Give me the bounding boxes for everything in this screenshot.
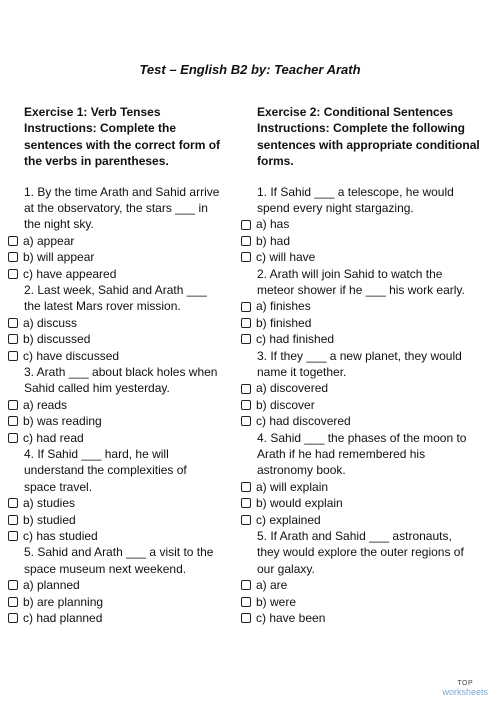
- question: [24, 544, 256, 577]
- checkbox[interactable]: [241, 384, 251, 394]
- option-label: a) discovered: [256, 381, 329, 396]
- answer-option[interactable]: [24, 233, 256, 249]
- checkbox[interactable]: [241, 482, 251, 492]
- checkbox[interactable]: [8, 269, 18, 279]
- question-line: 3. If they ___ a new planet, they would: [257, 348, 462, 363]
- question-line: at the observatory, the stars ___ in: [24, 201, 208, 216]
- answer-option[interactable]: [257, 610, 489, 626]
- answer-option[interactable]: [24, 594, 256, 610]
- checkbox[interactable]: [241, 498, 251, 508]
- logo-line-1: TOP: [457, 680, 474, 687]
- heading-line: forms.: [257, 154, 294, 169]
- checkbox[interactable]: [241, 597, 251, 607]
- worksheet-title: Test – English B2 by: Teacher Arath: [139, 62, 361, 77]
- option-label: c) had read: [23, 430, 84, 445]
- question-line: meteor shower if he ___ his work early.: [257, 283, 465, 298]
- checkbox[interactable]: [241, 236, 251, 246]
- checkbox[interactable]: [8, 613, 18, 623]
- answer-option[interactable]: [257, 298, 489, 314]
- answer-option[interactable]: [257, 413, 489, 429]
- exercise-heading: [24, 104, 256, 170]
- question-line: Arath if he had remembered his: [257, 446, 426, 461]
- option-label: b) are planning: [23, 594, 104, 609]
- question-line: they would explore the outer regions of: [257, 545, 464, 560]
- exercise-1: [24, 104, 256, 626]
- checkbox[interactable]: [8, 334, 18, 344]
- answer-option[interactable]: [257, 233, 489, 249]
- option-label: a) appear: [23, 233, 75, 248]
- question-line: our galaxy.: [257, 561, 315, 576]
- answer-option[interactable]: [24, 610, 256, 626]
- option-label: b) discover: [256, 397, 315, 412]
- answer-option[interactable]: [257, 512, 489, 528]
- heading-line: Exercise 1: Verb Tenses: [24, 105, 161, 119]
- question-line: astronomy book.: [257, 463, 346, 478]
- answer-option[interactable]: [24, 397, 256, 413]
- option-label: a) has: [256, 217, 290, 232]
- answer-option[interactable]: [257, 479, 489, 495]
- answer-option[interactable]: [24, 348, 256, 364]
- question: [24, 282, 256, 315]
- question-line: 4. Sahid ___ the phases of the moon to: [257, 430, 467, 445]
- answer-option[interactable]: [257, 577, 489, 593]
- question-line: name it together.: [257, 365, 347, 379]
- checkbox[interactable]: [241, 334, 251, 344]
- checkbox[interactable]: [241, 400, 251, 410]
- heading-line: Instructions: Complete the: [24, 121, 177, 136]
- option-label: b) discussed: [23, 332, 91, 347]
- checkbox[interactable]: [8, 531, 18, 541]
- answer-option[interactable]: [257, 594, 489, 610]
- answer-option[interactable]: [24, 266, 256, 282]
- checkbox[interactable]: [241, 515, 251, 525]
- answer-option[interactable]: [257, 315, 489, 331]
- answer-option[interactable]: [24, 315, 256, 331]
- topworksheets-logo: [442, 679, 488, 697]
- checkbox[interactable]: [241, 220, 251, 230]
- question: [257, 348, 489, 381]
- question-line: 5. If Arath and Sahid ___ astronauts,: [257, 528, 452, 543]
- question-line: spend every night stargazing.: [257, 201, 414, 216]
- answer-option[interactable]: [24, 512, 256, 528]
- option-label: a) will explain: [256, 479, 329, 494]
- checkbox[interactable]: [8, 597, 18, 607]
- option-label: a) are: [256, 578, 288, 593]
- question-line: 1. If Sahid ___ a telescope, he would: [257, 184, 454, 199]
- question-line: 3. Arath ___ about black holes when: [24, 365, 218, 379]
- question-line: Sahid called him yesterday.: [24, 381, 170, 396]
- option-label: c) have appeared: [23, 266, 117, 281]
- option-label: b) will appear: [23, 250, 95, 265]
- option-label: c) will have: [256, 250, 316, 265]
- heading-line: Exercise 2: Conditional Sentences: [257, 105, 454, 119]
- question: [24, 364, 256, 397]
- checkbox[interactable]: [241, 416, 251, 426]
- option-label: c) have discussed: [23, 348, 120, 363]
- option-label: b) had: [256, 233, 291, 248]
- checkbox[interactable]: [8, 400, 18, 410]
- option-label: a) discuss: [23, 315, 78, 330]
- checkbox[interactable]: [241, 252, 251, 262]
- checkbox[interactable]: [241, 580, 251, 590]
- option-label: c) had finished: [256, 332, 335, 347]
- option-label: a) reads: [23, 397, 68, 412]
- checkbox[interactable]: [241, 302, 251, 312]
- question-line: 2. Arath will join Sahid to watch the: [257, 266, 443, 281]
- option-label: c) explained: [256, 512, 321, 527]
- answer-option[interactable]: [24, 495, 256, 511]
- question-line: 5. Sahid and Arath ___ a visit to the: [24, 545, 214, 560]
- checkbox[interactable]: [8, 252, 18, 262]
- checkbox[interactable]: [8, 351, 18, 361]
- answer-option[interactable]: [24, 528, 256, 544]
- question: [24, 184, 256, 233]
- question-line: 2. Last week, Sahid and Arath ___: [24, 283, 207, 298]
- question-line: 1. By the time Arath and Sahid arrive: [24, 184, 220, 199]
- exercise-2: [257, 104, 489, 626]
- option-label: b) finished: [256, 315, 312, 330]
- option-label: b) were: [256, 594, 297, 609]
- answer-option[interactable]: [257, 397, 489, 413]
- option-label: a) planned: [23, 578, 80, 593]
- answer-option[interactable]: [24, 577, 256, 593]
- answer-option[interactable]: [257, 216, 489, 232]
- answer-option[interactable]: [24, 331, 256, 347]
- question-line: the latest Mars rover mission.: [24, 299, 181, 314]
- answer-option[interactable]: [257, 331, 489, 347]
- checkbox[interactable]: [8, 416, 18, 426]
- exercise-heading: [257, 104, 489, 170]
- option-label: b) studied: [23, 512, 76, 527]
- question-line: 4. If Sahid ___ hard, he will: [24, 446, 169, 461]
- option-label: c) has studied: [23, 528, 98, 543]
- heading-line: sentences with the correct form of: [24, 137, 221, 152]
- answer-option[interactable]: [257, 249, 489, 265]
- option-label: b) was reading: [23, 414, 102, 429]
- question-line: space travel.: [24, 479, 93, 494]
- checkbox[interactable]: [8, 580, 18, 590]
- option-label: b) would explain: [256, 496, 343, 511]
- answer-option[interactable]: [257, 495, 489, 511]
- checkbox[interactable]: [241, 318, 251, 328]
- answer-option[interactable]: [24, 430, 256, 446]
- question: [24, 446, 256, 495]
- checkbox[interactable]: [8, 433, 18, 443]
- heading-line: sentences with appropriate conditional: [257, 137, 480, 152]
- question: [257, 184, 489, 217]
- question: [257, 266, 489, 299]
- question-line: space museum next weekend.: [24, 561, 187, 576]
- question: [257, 430, 489, 479]
- question-line: the night sky.: [24, 217, 94, 232]
- heading-line: the verbs in parentheses.: [24, 154, 169, 169]
- checkbox[interactable]: [8, 498, 18, 508]
- answer-option[interactable]: [24, 413, 256, 429]
- heading-line: Instructions: Complete the following: [257, 121, 465, 136]
- question-line: understand the complexities of: [24, 463, 187, 478]
- answer-option[interactable]: [24, 249, 256, 265]
- checkbox[interactable]: [8, 515, 18, 525]
- checkbox[interactable]: [241, 613, 251, 623]
- answer-option[interactable]: [257, 380, 489, 396]
- option-label: c) had discovered: [256, 414, 351, 429]
- option-label: c) have been: [256, 610, 326, 625]
- option-label: c) had planned: [23, 610, 103, 625]
- option-label: a) studies: [23, 496, 76, 511]
- checkbox[interactable]: [8, 318, 18, 328]
- question: [257, 528, 489, 577]
- option-label: a) finishes: [256, 299, 311, 314]
- checkbox[interactable]: [8, 236, 18, 246]
- logo-line-2: worksheets: [442, 687, 488, 697]
